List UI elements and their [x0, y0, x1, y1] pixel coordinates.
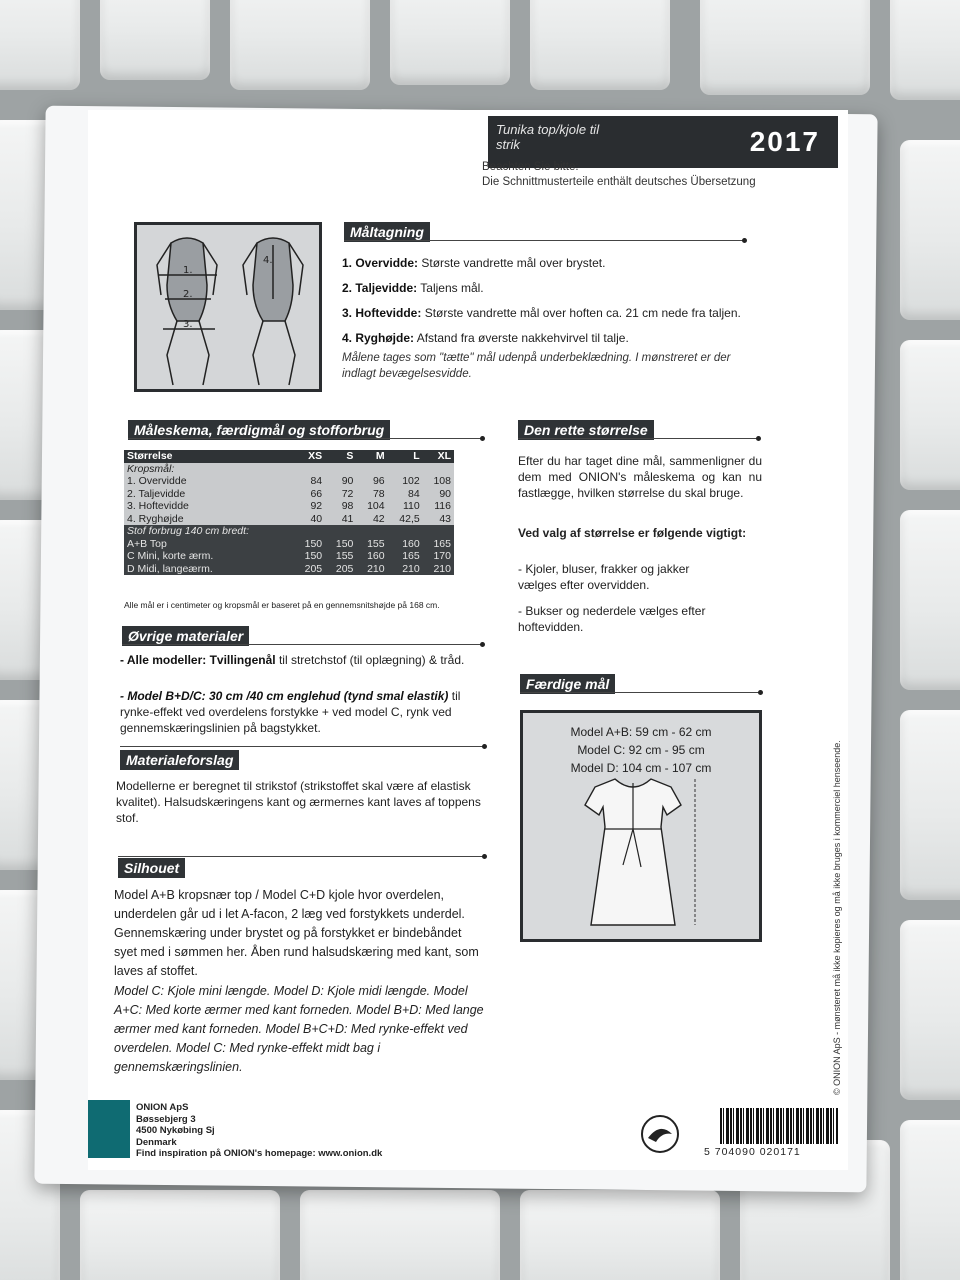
size-table [124, 450, 454, 575]
silhouet-text: Model A+B kropsnær top / Model C+D kjole hvor overdelen, underdelen går ud i let A-facon, 2 læg ved forstykkets underdel. Gennemskæring under brystet og på forstykket er bindebåndet syet med i sømmen her. Åben rund halsudskæring med kant, som laves af stoffet. [114, 888, 479, 978]
table-row: D Midi, langeærm. 205 205 210 210 210 [124, 563, 454, 576]
ovrige-line-1: - Alle modeller: Tvillingenål til stretchstof (til oplægning) & tråd. [120, 653, 465, 667]
faerdige-heading: Færdige mål [520, 674, 615, 694]
ovrige-heading: Øvrige materialer [122, 626, 249, 646]
dress-icon [563, 775, 723, 935]
ovrige-line-2: - Model B+D/C: 30 cm /40 cm englehud (tynd smal elastik) til rynke-effekt ved overdelens forstykke + ved model C, rynk ved gennemskæringslinien på bagstykket. [120, 689, 461, 735]
maltagning-item-2: 2. Taljevidde: Taljens mål. [342, 281, 484, 295]
table-row: 4. Ryghøjde 40 41 42 42,5 43 [124, 513, 454, 526]
table-row: C Mini, korte ærm. 150 155 160 165 170 [124, 550, 454, 563]
den-rette-bullet-2: - Bukser og nederdele vælges efter hoftevidden. [518, 604, 706, 634]
body-outline-icon [137, 225, 319, 389]
rule-dot [742, 238, 747, 243]
maltagning-item-1: 1. Overvidde: Største vandrette mål over brystet. [342, 256, 606, 270]
table-row: Stof forbrug 140 cm bredt: [124, 525, 454, 538]
ovrige-rule [122, 644, 482, 645]
table-row: 2. Taljevidde 66 72 78 84 90 [124, 488, 454, 501]
svg-text:4.: 4. [263, 255, 273, 266]
table-footnote: Alle mål er i centimeter og kropsmål er baseret på en gennemsnitshøjde på 168 cm. [124, 600, 440, 610]
silhouet-heading: Silhouet [118, 858, 185, 878]
pattern-number: 2017 [749, 126, 820, 157]
den-rette-rule [518, 438, 758, 439]
rule-dot [480, 642, 485, 647]
den-rette-p1: Efter du har taget dine mål, sammenligner du dem med ONION's måleskema og kan nu fastlægge, hvilken størrelse du skal bruge. [518, 454, 762, 500]
maltagning-item-3: 3. Hoftevidde: Største vandrette mål over hoften ca. 21 cm nede fra taljen. [342, 306, 741, 320]
table-row: Kropsmål: [124, 463, 454, 476]
company-address: ONION ApS Bøssebjerg 3 4500 Nykøbing Sj Denmark Find inspiration på ONION's homepage: www.onion.dk [136, 1102, 383, 1159]
rule-dot [482, 744, 487, 749]
maltagning-note: Målene tages som "tætte" mål udenpå underbeklædning. I mønstreret er der indlagt bevægelsesvidde. [342, 352, 731, 380]
size-table-header: Størrelse XS S M L XL [124, 450, 454, 463]
table-row: 1. Overvidde 84 90 96 102 108 [124, 475, 454, 488]
measurement-figure [134, 222, 322, 392]
rule-dot [480, 436, 485, 441]
finished-dress-figure [520, 710, 762, 942]
svg-text:3.: 3. [183, 319, 193, 330]
maleskema-heading: Måleskema, færdigmål og stofforbrug [128, 420, 390, 440]
den-rette-heading: Den rette størrelse [518, 420, 654, 440]
den-rette-bullet-1: - Kjoler, bluser, frakker og jakker vælges efter overvidden. [518, 562, 690, 592]
barcode-number: 5 704090 020171 [704, 1146, 801, 1158]
svg-text:2.: 2. [183, 289, 193, 300]
barcode [720, 1108, 838, 1144]
maleskema-rule [128, 438, 482, 439]
table-row: 3. Hoftevidde 92 98 104 110 116 [124, 500, 454, 513]
table-row: A+B Top 150 150 155 160 165 [124, 538, 454, 551]
den-rette-p2: Ved valg af størrelse er følgende vigtigt: [518, 526, 747, 540]
german-note: Beachten Sie bitte: Die Schnittmusterteile enthält deutsches Übersetzung [482, 161, 756, 188]
materialeforslag-rule [120, 746, 484, 747]
maltagning-item-4: 4. Ryghøjde: Afstand fra øverste nakkehvirvel til talje. [342, 331, 629, 345]
maltagning-heading: Måltagning [344, 222, 430, 242]
materialeforslag-text: Modellerne er beregnet til strikstof (strikstoffet skal være af elastisk kvalitet). Halsudskæringens kant og ærmernes kant laves af toppens stof. [116, 779, 481, 825]
silhouet-rule [118, 856, 484, 857]
materialeforslag-heading: Materialeforslag [120, 750, 239, 770]
pattern-back-cover [88, 110, 848, 1170]
rule-dot [758, 690, 763, 695]
maltagning-rule [344, 240, 744, 241]
rule-dot [756, 436, 761, 441]
svg-text:1.: 1. [183, 265, 193, 276]
silhouet-models: Model C: Kjole mini længde. Model D: Kjole midi længde. Model A+C: Med korte ærmer med kant forneden. Model B+D: Med lange ærmer med kant forneden. Model B+C+D: Med rynke-effekt ved overdelen. Model C: Med rynke-effekt midt bag i gennemskæringslinien. [114, 984, 484, 1074]
copyright-note: © ONION ApS - mønsteret må ikke kopieres og må ikke bruges i kommerciel henseende. [832, 740, 842, 1095]
teal-brand-bar [88, 1100, 130, 1158]
rule-dot [482, 854, 487, 859]
swan-ecolabel-icon [640, 1114, 680, 1154]
finished-measurements: Model A+B: 59 cm - 62 cm Model C: 92 cm - 95 cm Model D: 104 cm - 107 cm [570, 725, 712, 775]
faerdige-rule [520, 692, 760, 693]
pattern-title: Tunika top/kjole til strik [496, 122, 600, 152]
